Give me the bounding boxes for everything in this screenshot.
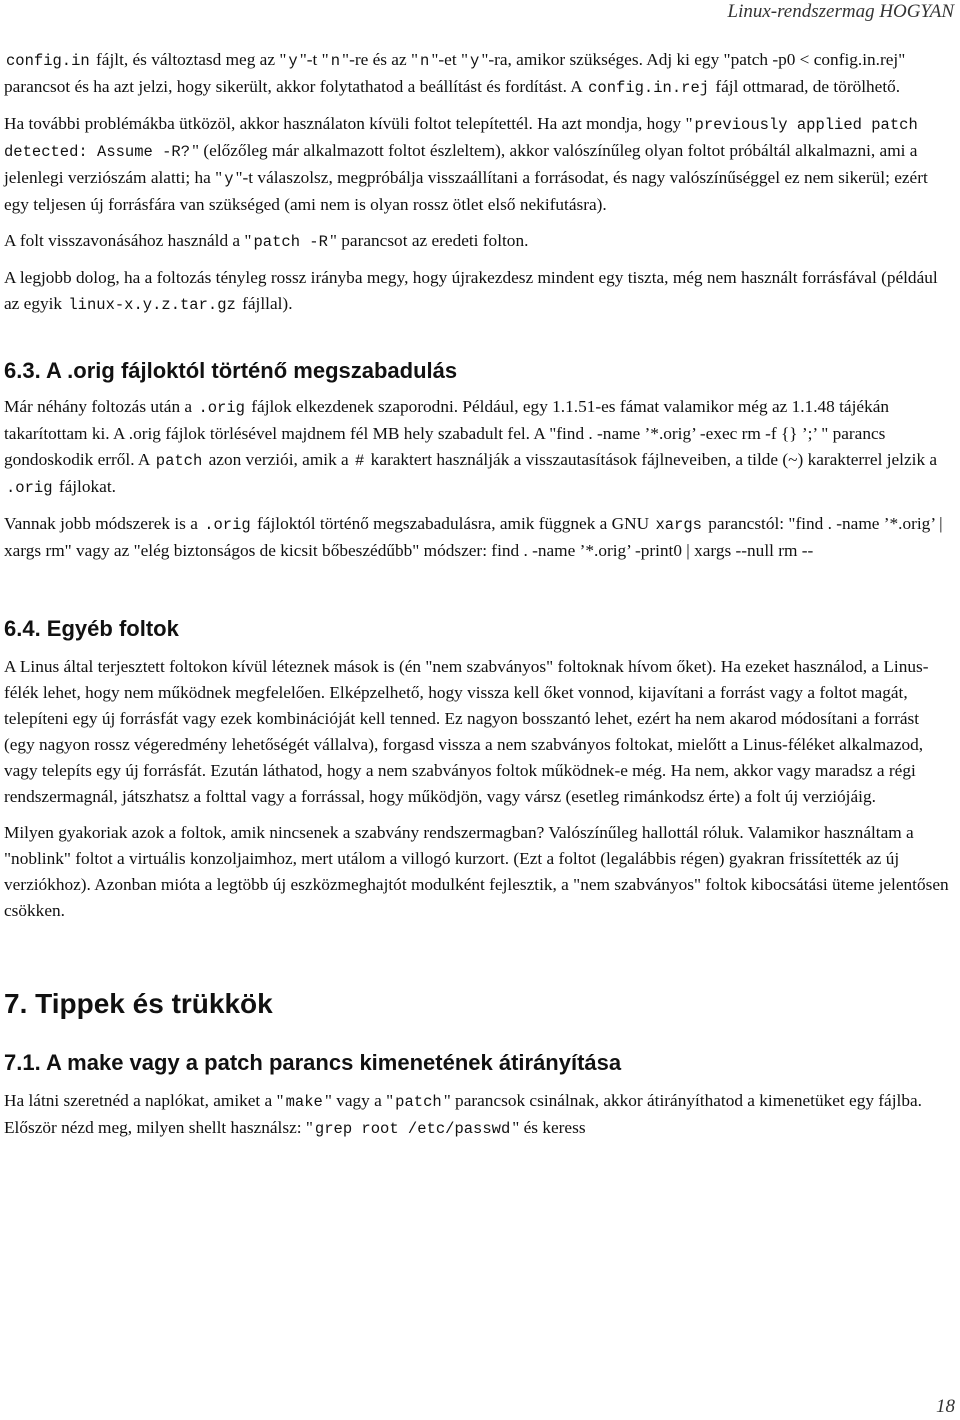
running-header: Linux-rendszermag HOGYAN bbox=[727, 1, 954, 22]
paragraph-further-problems bbox=[4, 111, 950, 218]
paragraph-orig-files bbox=[4, 394, 950, 501]
paragraph-other-patches: A Linus által terjesztett foltokon kívül léteznek mások is (én "nem szabványos" foltoknak hívom őket). Ha ezeket használod, a Linus-félék lehet, hogy nem működnek megfelelően. Elképzelhető, hogy vissza kell őket vonnod, kijavítani a forrást vagy a foltot magát, telepíteni egy új forrásfát vagy ezek kombinációját kell tenned. Ez nagyon bosszantó lehet, ezért ha nem akarod módosítani a forrást (egy nagyon rossz végeredmény lehetőségét vállalva), forgasd vissza a nem szabványos foltokat, mielőtt a Linus-féléket alkalmazod, vagy telepíts egy új forrásfát. Ezután láthatod, hogy a nem szabványos foltok működnek-e még. Ha nem, akkor vagy maradsz a régi rendszermagnál, játszhatsz a folttal vagy a forrással, hogy működjön, vagy vársz (esetleg rimánkodsz érte) a folt új verziójáig. bbox=[4, 657, 929, 806]
section-heading-6-3: 6.3. A .orig fájloktól történő megszabadulás bbox=[4, 358, 458, 383]
code: n bbox=[420, 52, 430, 70]
paragraph-nonstandard-patches: Milyen gyakoriak azok a foltok, amik nincsenek a szabvány rendszermagban? Valószínűleg hallottál róluk. Valamikor használtam a "noblink" foltot a virtuális konzoljaimhoz, mert utálom a villogó kurzort. (Ezt a foltot (legalábbis régen) gyakran frissítették az új verziókhoz). Azonban mióta a legtöbb új eszközmeghajtót modulként fejlesztik, a "nem szabványos" foltok kibocsátási üteme jelentősen csökken. bbox=[4, 823, 949, 920]
code: n bbox=[330, 52, 341, 70]
section-heading-7-1: 7.1. A make vagy a patch parancs kimenetének átirányítása bbox=[4, 1050, 622, 1075]
text: fájlok elkezdenek szaporodni. Például, egy 1.1.51-es fámat valamikor még az 1.1.48 tájékán takarítottam ki. A .orig fájlok törlésével majdnem fél MB hely szabadult fel. A "find . -name ’*.orig’ -exec rm -f {} ’;’ " parancs gondoskodik erről. A bbox=[4, 397, 890, 469]
paragraph-config-in bbox=[4, 47, 950, 101]
code: y bbox=[288, 52, 298, 70]
code: patch -R bbox=[253, 233, 328, 251]
paragraph-better-methods bbox=[4, 511, 950, 564]
paragraph-start-over bbox=[4, 265, 950, 318]
code: patch bbox=[155, 452, 203, 470]
code: patch bbox=[395, 1093, 442, 1111]
text: karaktert használják a visszautasítások fájlneveiben, a tilde (~) karakterrel jelzik a bbox=[366, 450, 938, 469]
code: make bbox=[285, 1093, 323, 1111]
code: grep root /etc/passwd bbox=[314, 1120, 511, 1138]
text: " parancsok csinálnak, akkor átirányíthatod a kimenetüket egy fájlba. Először nézd meg, milyen shellt használsz: " bbox=[4, 1091, 922, 1137]
code: .orig bbox=[204, 516, 251, 534]
code: y bbox=[224, 170, 234, 188]
text: "-ra, amikor szükséges. Adj ki egy "patch -p0 < config.in.rej" parancsot és ha azt jelzi, hogy sikerült, akkor folytathatod a beállítást és fordítást. A bbox=[4, 50, 906, 96]
paragraph-patch-revert bbox=[4, 228, 950, 255]
text: Már néhány foltozás után a bbox=[4, 397, 197, 416]
section-heading-6-4: 6.4. Egyéb foltok bbox=[4, 616, 179, 641]
code: config.in bbox=[6, 52, 90, 70]
text: "-t válaszolsz, megpróbálja visszaállítani a forrásodat, és nagy valószínűséggel ez nem sikerül; ezért egy teljesen új forrásfára van szükséged (ami nem is olyan rossz ötlet első nekifutásra). bbox=[4, 168, 928, 214]
text: fájlt, és változtasd meg az " bbox=[91, 50, 287, 69]
text: fájllal). bbox=[237, 294, 293, 313]
text: azon verziói, amik a bbox=[204, 450, 354, 469]
code: .orig bbox=[6, 479, 53, 497]
text: Ha további problémákba ütközöl, akkor használaton kívüli foltot telepítettél. Ha azt mondja, hogy " bbox=[4, 114, 693, 133]
code: xargs bbox=[655, 516, 702, 534]
text: A legjobb dolog, ha a foltozás tényleg rossz irányba megy, hogy újrakezdesz mindent egy tiszta, még nem használt forrásfával (például az egyik bbox=[4, 268, 938, 313]
text: Ha látni szeretnéd a naplókat, amiket a " bbox=[4, 1091, 284, 1110]
page-content bbox=[4, 47, 950, 1152]
text: fájloktól történő megszabadulásra, amik függnek a GNU bbox=[252, 514, 654, 533]
chapter-heading-7: 7. Tippek és trükkök bbox=[4, 988, 273, 1019]
code: y bbox=[470, 52, 480, 70]
text: " (előzőleg már alkalmazott foltot észleltem), akkor valószínűleg olyan foltot próbáltál alkalmazni, ami a jelenlegi verziószám alatti; ha " bbox=[4, 141, 918, 187]
text: "-et " bbox=[431, 50, 468, 69]
text: fájl ottmarad, de törölhető. bbox=[711, 77, 901, 96]
text: " és keress bbox=[512, 1118, 586, 1137]
paragraph-redirect-output bbox=[4, 1088, 950, 1142]
text: A folt visszavonásához használd a " bbox=[4, 231, 252, 250]
code: linux-x.y.z.tar.gz bbox=[68, 296, 236, 314]
code: .orig bbox=[198, 399, 245, 417]
text: Vannak jobb módszerek is a bbox=[4, 514, 203, 533]
code: previously applied patch detected: Assume -R? bbox=[4, 116, 918, 161]
code: # bbox=[355, 452, 365, 470]
code: config.in.rej bbox=[588, 79, 710, 97]
text: "-re és az " bbox=[342, 50, 419, 69]
text: " parancsot az eredeti folton. bbox=[329, 231, 529, 250]
page-number: 18 bbox=[936, 1396, 955, 1417]
text: " vagy a " bbox=[324, 1091, 394, 1110]
text: fájlokat. bbox=[54, 477, 116, 496]
text: parancstól: "find . -name ’*.orig’ | xargs rm" vagy az "elég biztonságos de kicsit bőbeszédűbb" módszer: find . -name ’*.orig’ -print0 | xargs --null rm -- bbox=[4, 514, 943, 560]
text: "-t " bbox=[299, 50, 329, 69]
